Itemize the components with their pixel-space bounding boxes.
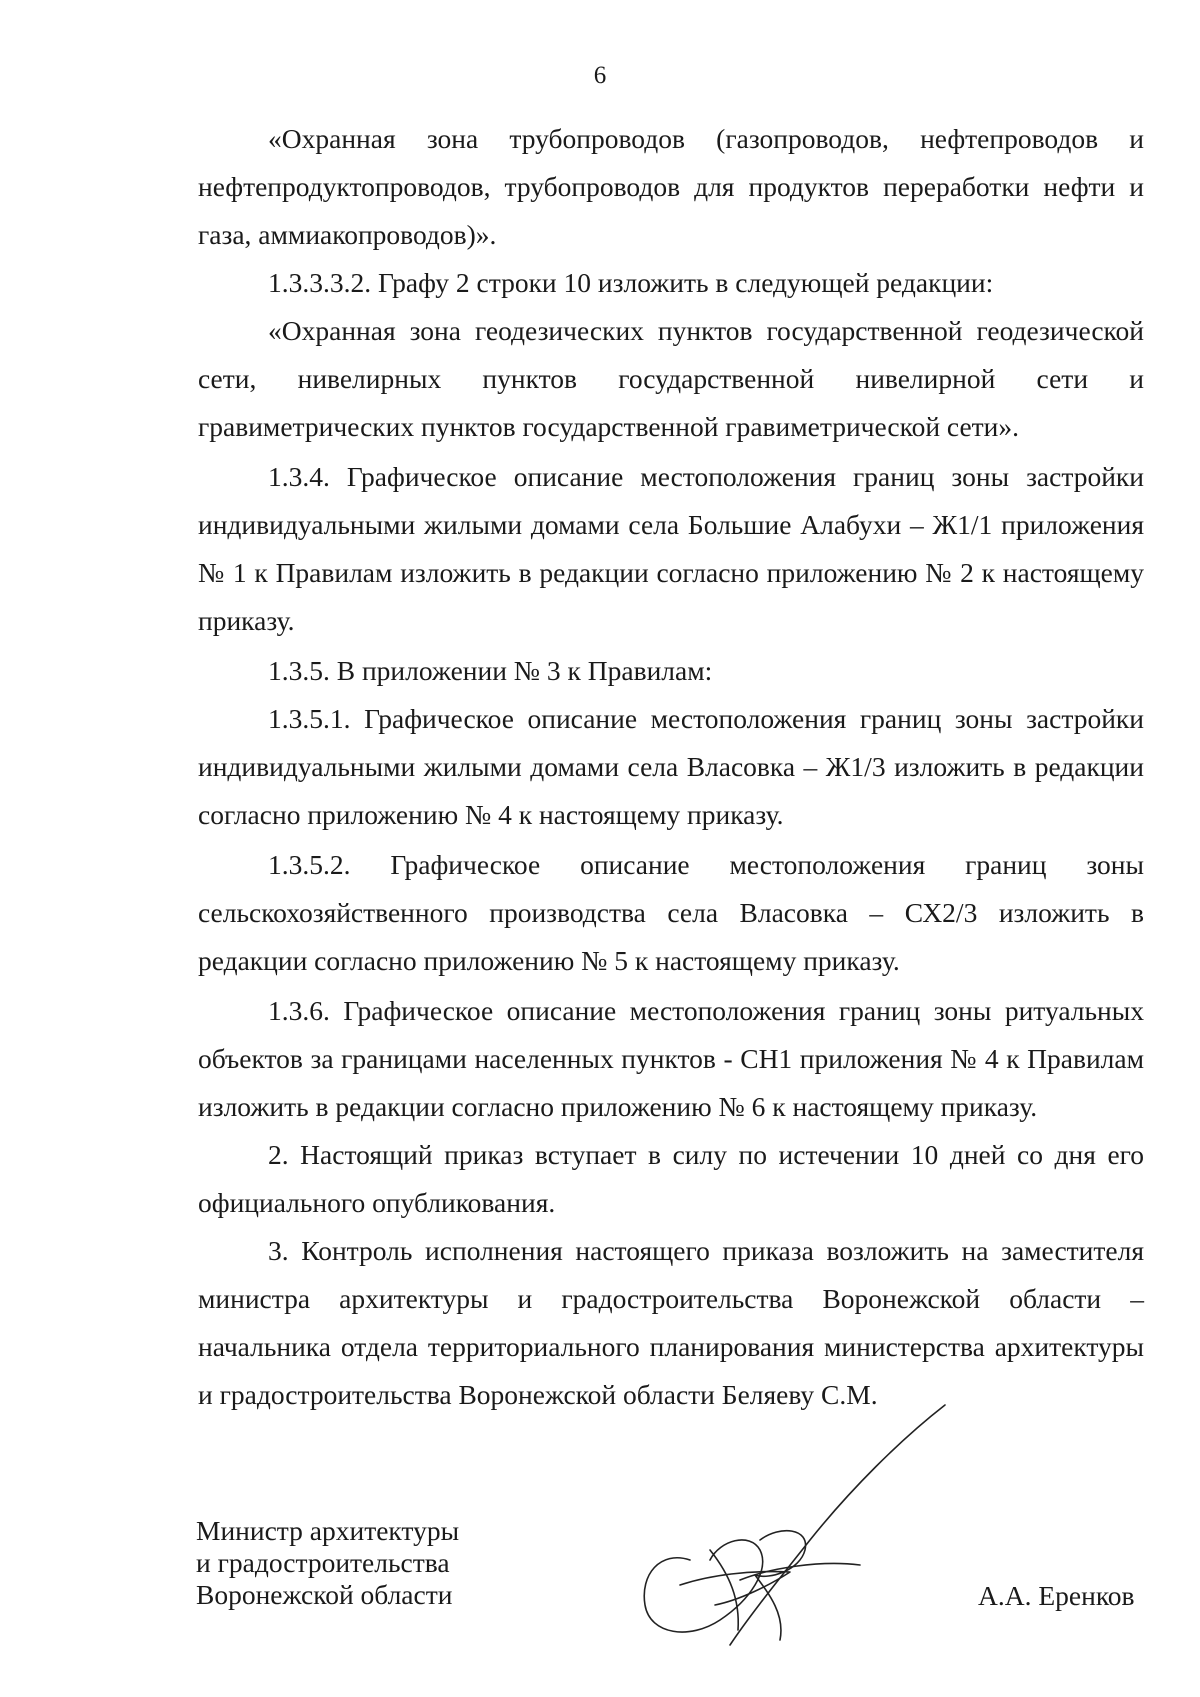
signer-name: А.А. Еренков <box>978 1580 1135 1611</box>
handwritten-signature <box>620 1400 960 1650</box>
signatory-title-line-3: Воронежской области <box>196 1579 453 1610</box>
paragraph-1-3-5: 1.3.5. В приложении № 3 к Правилам: <box>268 655 713 686</box>
signatory-title <box>196 1515 459 1611</box>
paragraph-1-3-6: 1.3.6. Графическое описание местоположения границ зоны ритуальных объектов за границами населенных пунктов - СН1 приложения № 4 к Правилам изложить в редакции согласно приложению № 6 к настоящему приказу. <box>198 995 1144 1122</box>
paragraph-geodesic-zone-title: «Охранная зона геодезических пунктов государственной геодезической сети, нивелирных пунктов государственной нивелирной сети и гравиметрических пунктов государственной гравиметрической сети». <box>198 315 1144 442</box>
document-body <box>198 115 1144 1419</box>
signatory-title-line-1: Министр архитектуры <box>196 1515 460 1546</box>
paragraph-2-effective-date: 2. Настоящий приказ вступает в силу по истечении 10 дней со дня его официального опубликования. <box>198 1139 1144 1218</box>
signatory-title-line-2: и градостроительства <box>196 1547 450 1578</box>
paragraph-1-3-5-2: 1.3.5.2. Графическое описание местоположения границ зоны сельскохозяйственного производства села Власовка – СХ2/3 изложить в редакции согласно приложению № 5 к настоящему приказу. <box>198 849 1144 976</box>
paragraph-1-3-5-1: 1.3.5.1. Графическое описание местоположения границ зоны застройки индивидуальными жилыми домами села Власовка – Ж1/3 изложить в редакции согласно приложению № 4 к настоящему приказу. <box>198 703 1144 830</box>
paragraph-3-control: 3. Контроль исполнения настоящего приказа возложить на заместителя министра архитектуры и градостроительства Воронежской области – начальника отдела территориального планирования министерства архитектуры и градостроительства Воронежской области Беляеву С.М. <box>198 1235 1144 1410</box>
page-number: 6 <box>593 62 607 89</box>
paragraph-1-3-4: 1.3.4. Графическое описание местоположения границ зоны застройки индивидуальными жилыми домами села Большие Алабухи – Ж1/1 приложения № 1 к Правилам изложить в редакции согласно приложению № 2 к настоящему приказу. <box>198 461 1144 636</box>
paragraph-1-3-3-3-2: 1.3.3.3.2. Графу 2 строки 10 изложить в следующей редакции: <box>268 267 994 298</box>
paragraph-pipeline-zone-title: «Охранная зона трубопроводов (газопроводов, нефтепроводов и нефтепродуктопроводов, трубопроводов для продуктов переработки нефти и газа, аммиакопроводов)». <box>198 123 1144 250</box>
